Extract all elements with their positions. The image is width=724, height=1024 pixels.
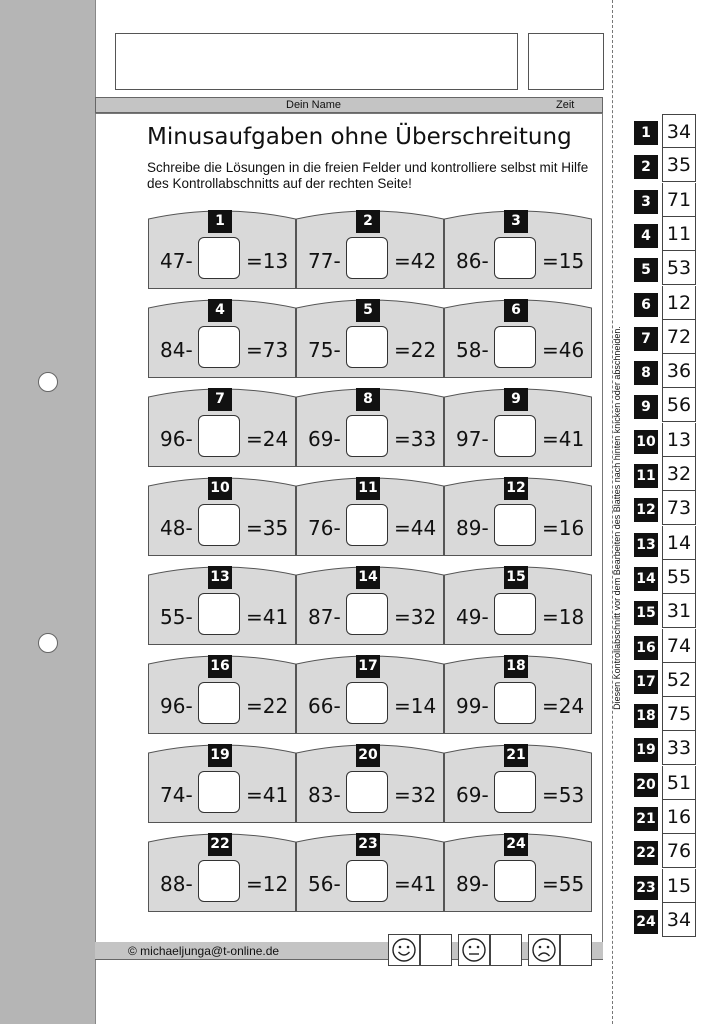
copyright-email: © michaeljunga@t-online.de <box>128 944 280 958</box>
solution-number: 9 <box>634 395 658 419</box>
exercise-number: 10 <box>208 477 232 500</box>
answer-field[interactable] <box>198 326 240 368</box>
solution-row <box>634 388 696 422</box>
answer-field[interactable] <box>346 593 388 635</box>
exercise-number: 17 <box>356 655 380 678</box>
solution-row <box>634 251 696 285</box>
exercise-card <box>148 741 296 823</box>
solution-number: 24 <box>634 910 658 934</box>
solution-value: 15 <box>662 869 696 903</box>
time-field[interactable] <box>528 33 604 90</box>
minuend: 75- <box>308 338 341 362</box>
answer-field[interactable] <box>346 237 388 279</box>
solution-row <box>634 903 696 937</box>
solution-number: 7 <box>634 327 658 351</box>
solution-number: 22 <box>634 841 658 865</box>
exercise-number: 24 <box>504 833 528 856</box>
solution-row <box>634 766 696 800</box>
minuend: 96- <box>160 427 193 451</box>
minuend: 74- <box>160 783 193 807</box>
answer-field[interactable] <box>494 860 536 902</box>
exercise-card <box>296 563 444 645</box>
exercise-number: 23 <box>356 833 380 856</box>
solution-number: 23 <box>634 876 658 900</box>
rating-box[interactable] <box>490 934 522 966</box>
answer-field[interactable] <box>346 415 388 457</box>
exercise-card <box>444 207 592 289</box>
solution-value: 73 <box>662 491 696 525</box>
answer-field[interactable] <box>198 504 240 546</box>
solution-value: 34 <box>662 903 696 937</box>
solution-row <box>634 286 696 320</box>
solution-value: 51 <box>662 766 696 800</box>
difference: =24 <box>542 694 585 718</box>
answer-field[interactable] <box>494 504 536 546</box>
answer-field[interactable] <box>198 415 240 457</box>
solution-row <box>634 491 696 525</box>
solution-value: 35 <box>662 148 696 182</box>
solution-row <box>634 731 696 765</box>
name-label: Dein Name <box>286 99 342 111</box>
difference: =22 <box>246 694 289 718</box>
answer-field[interactable] <box>346 860 388 902</box>
solution-value: 71 <box>662 183 696 217</box>
exercise-card <box>148 652 296 734</box>
difference: =14 <box>394 694 437 718</box>
solution-number: 6 <box>634 293 658 317</box>
solution-number: 8 <box>634 361 658 385</box>
solution-value: 32 <box>662 457 696 491</box>
exercise-card <box>296 474 444 556</box>
rating-box[interactable] <box>560 934 592 966</box>
solution-row <box>634 834 696 868</box>
answer-field[interactable] <box>494 237 536 279</box>
solution-row <box>634 114 696 148</box>
minuend: 99- <box>456 694 489 718</box>
difference: =22 <box>394 338 437 362</box>
solution-value: 74 <box>662 629 696 663</box>
solution-value: 16 <box>662 800 696 834</box>
exercise-number: 20 <box>356 744 380 767</box>
answer-field[interactable] <box>198 860 240 902</box>
solution-row <box>634 697 696 731</box>
solution-row <box>634 869 696 903</box>
exercise-number: 19 <box>208 744 232 767</box>
difference: =13 <box>246 249 289 273</box>
exercise-card <box>148 296 296 378</box>
solution-number: 1 <box>634 121 658 145</box>
solution-value: 31 <box>662 594 696 628</box>
solution-row <box>634 217 696 251</box>
happy-face-icon[interactable] <box>388 934 420 966</box>
page-title: Minusaufgaben ohne Überschreitung <box>147 124 572 150</box>
sad-face-icon[interactable] <box>528 934 560 966</box>
exercise-card <box>444 830 592 912</box>
exercise-number: 16 <box>208 655 232 678</box>
exercise-card <box>444 296 592 378</box>
minuend: 55- <box>160 605 193 629</box>
binder-margin <box>0 0 96 1024</box>
exercise-number: 21 <box>504 744 528 767</box>
answer-field[interactable] <box>346 771 388 813</box>
difference: =41 <box>542 427 585 451</box>
exercise-number: 11 <box>356 477 380 500</box>
solution-row <box>634 320 696 354</box>
answer-field[interactable] <box>198 237 240 279</box>
solution-number: 11 <box>634 464 658 488</box>
neutral-face-icon[interactable] <box>458 934 490 966</box>
minuend: 47- <box>160 249 193 273</box>
exercise-card <box>296 385 444 467</box>
exercise-card <box>296 741 444 823</box>
minuend: 49- <box>456 605 489 629</box>
minuend: 87- <box>308 605 341 629</box>
solution-value: 36 <box>662 354 696 388</box>
difference: =44 <box>394 516 437 540</box>
solution-number: 21 <box>634 807 658 831</box>
solution-row <box>634 183 696 217</box>
exercise-number: 5 <box>356 299 380 322</box>
answer-field[interactable] <box>346 682 388 724</box>
solution-number: 3 <box>634 190 658 214</box>
solution-number: 2 <box>634 155 658 179</box>
difference: =15 <box>542 249 585 273</box>
exercise-card <box>444 741 592 823</box>
solution-row <box>634 457 696 491</box>
exercise-number: 15 <box>504 566 528 589</box>
solution-value: 56 <box>662 388 696 422</box>
minuend: 84- <box>160 338 193 362</box>
exercise-card <box>296 207 444 289</box>
minuend: 56- <box>308 872 341 896</box>
difference: =73 <box>246 338 289 362</box>
solution-value: 53 <box>662 251 696 285</box>
difference: =18 <box>542 605 585 629</box>
exercise-number: 12 <box>504 477 528 500</box>
solution-number: 19 <box>634 738 658 762</box>
solution-row <box>634 800 696 834</box>
answer-field[interactable] <box>198 682 240 724</box>
exercise-card <box>296 830 444 912</box>
answer-field[interactable] <box>494 415 536 457</box>
difference: =16 <box>542 516 585 540</box>
solution-row <box>634 560 696 594</box>
instructions: Schreibe die Lösungen in die freien Felder und kontrolliere selbst mit Hilfe des Kontrollabschnitts auf der rechten Seite! <box>147 160 589 191</box>
difference: =55 <box>542 872 585 896</box>
exercise-card <box>148 207 296 289</box>
minuend: 48- <box>160 516 193 540</box>
difference: =46 <box>542 338 585 362</box>
minuend: 97- <box>456 427 489 451</box>
solution-row <box>634 354 696 388</box>
cut-instruction: Diesen Kontrollabschnitt vor dem Bearbeiten des Blattes nach hinten knicken oder abschneiden. <box>612 326 622 710</box>
solution-value: 11 <box>662 217 696 251</box>
minuend: 96- <box>160 694 193 718</box>
difference: =41 <box>246 783 289 807</box>
minuend: 88- <box>160 872 193 896</box>
exercise-number: 8 <box>356 388 380 411</box>
difference: =41 <box>394 872 437 896</box>
solution-number: 16 <box>634 636 658 660</box>
solution-number: 15 <box>634 601 658 625</box>
punch-hole <box>38 633 58 653</box>
exercise-card <box>296 652 444 734</box>
difference: =35 <box>246 516 289 540</box>
minuend: 89- <box>456 872 489 896</box>
exercise-number: 9 <box>504 388 528 411</box>
exercise-number: 7 <box>208 388 232 411</box>
exercise-card <box>444 652 592 734</box>
solution-value: 12 <box>662 286 696 320</box>
exercise-number: 18 <box>504 655 528 678</box>
exercise-card <box>444 563 592 645</box>
difference: =42 <box>394 249 437 273</box>
solution-value: 34 <box>662 114 696 148</box>
exercise-number: 13 <box>208 566 232 589</box>
minuend: 66- <box>308 694 341 718</box>
solution-number: 4 <box>634 224 658 248</box>
exercise-card <box>444 474 592 556</box>
answer-field[interactable] <box>198 593 240 635</box>
minuend: 76- <box>308 516 341 540</box>
answer-field[interactable] <box>198 771 240 813</box>
solution-number: 17 <box>634 670 658 694</box>
solution-number: 13 <box>634 533 658 557</box>
answer-field[interactable] <box>494 593 536 635</box>
header-label-bar <box>95 97 603 113</box>
exercise-card <box>296 296 444 378</box>
minuend: 58- <box>456 338 489 362</box>
solution-value: 33 <box>662 731 696 765</box>
solution-value: 55 <box>662 560 696 594</box>
exercise-card <box>148 563 296 645</box>
solution-value: 72 <box>662 320 696 354</box>
difference: =32 <box>394 605 437 629</box>
minuend: 69- <box>456 783 489 807</box>
solution-row <box>634 629 696 663</box>
name-field[interactable] <box>115 33 518 90</box>
solution-number: 14 <box>634 567 658 591</box>
answer-field[interactable] <box>494 326 536 368</box>
minuend: 86- <box>456 249 489 273</box>
solution-row <box>634 526 696 560</box>
solution-number: 10 <box>634 430 658 454</box>
solution-value: 76 <box>662 834 696 868</box>
solution-number: 12 <box>634 498 658 522</box>
exercise-number: 3 <box>504 210 528 233</box>
solution-value: 75 <box>662 697 696 731</box>
difference: =41 <box>246 605 289 629</box>
minuend: 77- <box>308 249 341 273</box>
solution-number: 5 <box>634 258 658 282</box>
exercise-number: 22 <box>208 833 232 856</box>
answer-field[interactable] <box>346 326 388 368</box>
answer-field[interactable] <box>346 504 388 546</box>
exercise-number: 2 <box>356 210 380 233</box>
minuend: 89- <box>456 516 489 540</box>
difference: =53 <box>542 783 585 807</box>
time-label: Zeit <box>556 99 575 111</box>
solution-value: 14 <box>662 526 696 560</box>
exercise-number: 1 <box>208 210 232 233</box>
rating-box[interactable] <box>420 934 452 966</box>
difference: =12 <box>246 872 289 896</box>
solution-value: 13 <box>662 423 696 457</box>
exercise-number: 6 <box>504 299 528 322</box>
minuend: 69- <box>308 427 341 451</box>
solution-number: 20 <box>634 773 658 797</box>
exercise-number: 14 <box>356 566 380 589</box>
exercise-number: 4 <box>208 299 232 322</box>
minuend: 83- <box>308 783 341 807</box>
exercise-card <box>148 385 296 467</box>
solution-value: 52 <box>662 663 696 697</box>
solution-number: 18 <box>634 704 658 728</box>
exercise-card <box>148 474 296 556</box>
answer-field[interactable] <box>494 771 536 813</box>
exercise-card <box>148 830 296 912</box>
difference: =32 <box>394 783 437 807</box>
exercise-card <box>444 385 592 467</box>
solution-row <box>634 663 696 697</box>
answer-field[interactable] <box>494 682 536 724</box>
solution-row <box>634 594 696 628</box>
difference: =33 <box>394 427 437 451</box>
difference: =24 <box>246 427 289 451</box>
punch-hole <box>38 372 58 392</box>
solution-row <box>634 423 696 457</box>
solution-row <box>634 148 696 182</box>
